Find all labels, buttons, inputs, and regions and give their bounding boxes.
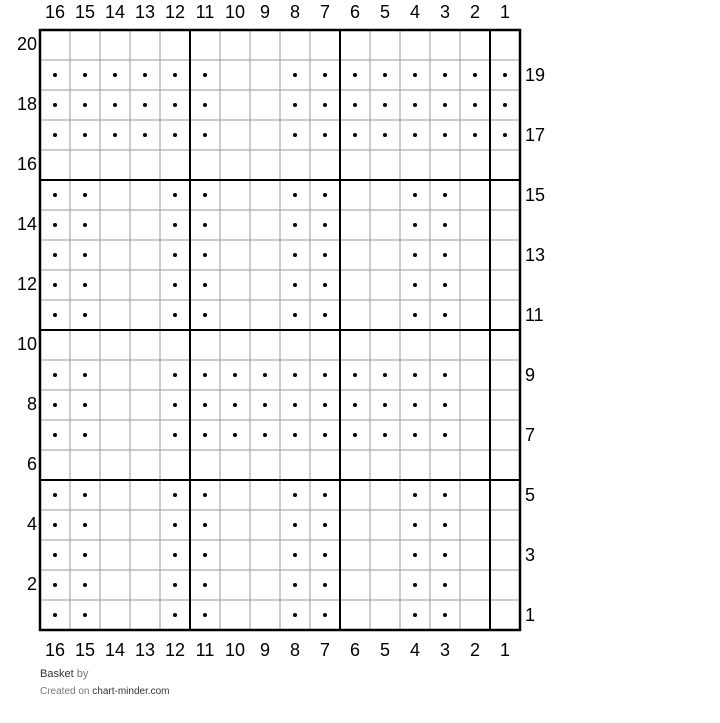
stitch-dot (53, 73, 57, 77)
credit-line (40, 686, 170, 697)
stitch-dot (293, 133, 297, 137)
column-label-top: 12 (164, 2, 186, 22)
pattern-title-line (40, 668, 88, 680)
stitch-dot (443, 433, 447, 437)
stitch-dot (83, 133, 87, 137)
stitch-dot (293, 283, 297, 287)
stitch-dot (443, 493, 447, 497)
column-label-top: 1 (499, 2, 511, 22)
column-label-bottom: 14 (104, 640, 126, 660)
stitch-dot (143, 103, 147, 107)
stitch-dot (203, 103, 207, 107)
stitch-dot (473, 133, 477, 137)
stitch-dot (83, 493, 87, 497)
stitch-dot (413, 583, 417, 587)
stitch-dot (173, 223, 177, 227)
stitch-dot (413, 613, 417, 617)
stitch-dot (293, 553, 297, 557)
stitch-dot (113, 73, 117, 77)
stitch-dot (443, 403, 447, 407)
stitch-dot (83, 253, 87, 257)
row-label-right: 5 (525, 485, 536, 505)
column-label-top: 13 (134, 2, 156, 22)
stitch-dot (413, 133, 417, 137)
stitch-dot (353, 373, 357, 377)
stitch-dot (233, 373, 237, 377)
row-label-left: 2 (26, 574, 37, 594)
stitch-dot (413, 253, 417, 257)
stitch-dot (443, 223, 447, 227)
row-label-right: 9 (525, 365, 536, 385)
column-label-bottom: 11 (195, 640, 215, 660)
column-label-top: 10 (224, 2, 246, 22)
row-label-right: 15 (525, 185, 546, 205)
row-label-right: 11 (525, 305, 544, 325)
stitch-dot (203, 403, 207, 407)
stitch-dot (203, 613, 207, 617)
pattern-title: Basket (40, 668, 74, 680)
stitch-dot (383, 73, 387, 77)
stitch-dot (83, 313, 87, 317)
column-label-bottom: 4 (409, 640, 421, 660)
stitch-dot (293, 223, 297, 227)
stitch-dot (143, 73, 147, 77)
row-label-left: 20 (16, 34, 37, 54)
stitch-dot (413, 493, 417, 497)
stitch-dot (203, 253, 207, 257)
stitch-dot (323, 553, 327, 557)
stitch-dot (353, 133, 357, 137)
stitch-dot (323, 493, 327, 497)
column-label-top: 4 (409, 2, 421, 22)
stitch-dot (53, 553, 57, 557)
column-label-bottom: 8 (289, 640, 301, 660)
row-label-left: 4 (26, 514, 37, 534)
column-label-bottom: 1 (499, 640, 511, 660)
stitch-dot (53, 523, 57, 527)
stitch-dot (203, 433, 207, 437)
stitch-dot (353, 73, 357, 77)
stitch-dot (83, 583, 87, 587)
stitch-dot (83, 613, 87, 617)
row-label-right: 3 (525, 545, 536, 565)
column-label-bottom: 9 (259, 640, 271, 660)
stitch-dot (473, 103, 477, 107)
column-label-top: 15 (74, 2, 96, 22)
stitch-dot (53, 493, 57, 497)
stitch-dot (203, 373, 207, 377)
column-label-bottom: 13 (134, 640, 156, 660)
stitch-dot (203, 523, 207, 527)
stitch-dot (233, 403, 237, 407)
stitch-dot (203, 193, 207, 197)
stitch-dot (413, 433, 417, 437)
stitch-dot (203, 493, 207, 497)
stitch-dot (53, 103, 57, 107)
column-label-top: 3 (439, 2, 451, 22)
column-label-bottom: 12 (164, 640, 186, 660)
stitch-dot (503, 73, 507, 77)
stitch-dot (443, 613, 447, 617)
stitch-dot (173, 583, 177, 587)
column-label-bottom: 16 (44, 640, 66, 660)
stitch-dot (293, 313, 297, 317)
stitch-dot (263, 433, 267, 437)
stitch-dot (173, 493, 177, 497)
column-label-bottom: 10 (224, 640, 246, 660)
stitch-dot (293, 373, 297, 377)
stitch-dot (83, 193, 87, 197)
stitch-dot (173, 73, 177, 77)
column-label-top: 16 (44, 2, 66, 22)
column-label-top: 11 (195, 2, 215, 22)
stitch-dot (173, 253, 177, 257)
stitch-dot (323, 583, 327, 587)
stitch-dot (233, 433, 237, 437)
stitch-dot (323, 433, 327, 437)
stitch-dot (203, 313, 207, 317)
stitch-dot (293, 193, 297, 197)
stitch-dot (353, 433, 357, 437)
stitch-dot (293, 103, 297, 107)
stitch-dot (113, 133, 117, 137)
stitch-dot (53, 253, 57, 257)
stitch-dot (203, 73, 207, 77)
stitch-dot (293, 253, 297, 257)
stitch-dot (323, 133, 327, 137)
stitch-dot (173, 523, 177, 527)
stitch-dot (83, 103, 87, 107)
column-label-bottom: 3 (439, 640, 451, 660)
stitch-dot (503, 133, 507, 137)
stitch-dot (353, 103, 357, 107)
stitch-dot (323, 373, 327, 377)
row-label-left: 6 (26, 454, 37, 474)
stitch-dot (83, 373, 87, 377)
stitch-dot (383, 133, 387, 137)
column-label-top: 9 (259, 2, 271, 22)
stitch-dot (323, 313, 327, 317)
stitch-dot (323, 253, 327, 257)
stitch-dot (413, 193, 417, 197)
row-label-right: 7 (525, 425, 536, 445)
stitch-dot (443, 253, 447, 257)
stitch-dot (173, 403, 177, 407)
row-label-right: 19 (525, 65, 546, 85)
stitch-dot (173, 283, 177, 287)
stitch-dot (203, 583, 207, 587)
stitch-dot (263, 373, 267, 377)
stitch-dot (53, 133, 57, 137)
stitch-dot (413, 313, 417, 317)
stitch-dot (353, 403, 357, 407)
stitch-dot (173, 103, 177, 107)
stitch-dot (323, 283, 327, 287)
column-label-bottom: 7 (319, 640, 331, 660)
stitch-dot (173, 313, 177, 317)
stitch-dot (383, 433, 387, 437)
stitch-dot (413, 103, 417, 107)
stitch-dot (323, 73, 327, 77)
stitch-dot (443, 73, 447, 77)
stitch-dot (203, 283, 207, 287)
stitch-dot (323, 193, 327, 197)
column-label-top: 5 (379, 2, 391, 22)
stitch-dot (413, 373, 417, 377)
row-label-right: 13 (525, 245, 546, 265)
row-label-right: 1 (525, 605, 536, 625)
column-label-top: 2 (469, 2, 481, 22)
stitch-dot (413, 223, 417, 227)
stitch-dot (293, 403, 297, 407)
stitch-dot (383, 103, 387, 107)
stitch-dot (53, 613, 57, 617)
stitch-dot (263, 403, 267, 407)
stitch-dot (53, 223, 57, 227)
stitch-dot (173, 193, 177, 197)
stitch-dot (443, 313, 447, 317)
stitch-dot (173, 433, 177, 437)
stitch-dot (323, 103, 327, 107)
stitch-dot (293, 583, 297, 587)
stitch-dot (443, 583, 447, 587)
stitch-dot (53, 283, 57, 287)
stitch-dot (443, 103, 447, 107)
stitch-dot (413, 283, 417, 287)
pattern-by-label: by (76, 668, 89, 680)
column-label-top: 7 (319, 2, 331, 22)
column-label-bottom: 15 (74, 640, 96, 660)
stitch-dot (503, 103, 507, 107)
stitch-dot (83, 223, 87, 227)
stitch-dot (293, 523, 297, 527)
stitch-dot (293, 73, 297, 77)
stitch-dot (83, 523, 87, 527)
stitch-dot (83, 433, 87, 437)
stitch-dot (383, 403, 387, 407)
row-label-left: 10 (16, 334, 37, 354)
stitch-dot (173, 613, 177, 617)
stitch-dot (293, 613, 297, 617)
row-label-left: 16 (16, 154, 37, 174)
column-label-top: 6 (349, 2, 361, 22)
stitch-dot (293, 433, 297, 437)
stitch-dot (83, 553, 87, 557)
stitch-dot (203, 133, 207, 137)
stitch-dot (113, 103, 117, 107)
stitch-dot (443, 373, 447, 377)
row-label-left: 12 (16, 274, 37, 294)
row-label-left: 18 (16, 94, 37, 114)
stitch-dot (173, 373, 177, 377)
stitch-dot (323, 403, 327, 407)
stitch-dot (83, 283, 87, 287)
stitch-dot (203, 553, 207, 557)
stitch-dot (53, 583, 57, 587)
stitch-dot (473, 73, 477, 77)
stitch-dot (443, 193, 447, 197)
stitch-dot (443, 283, 447, 287)
stitch-dot (53, 433, 57, 437)
stitch-dot (443, 553, 447, 557)
row-label-right: 17 (525, 125, 546, 145)
stitch-dot (443, 523, 447, 527)
site-link[interactable]: chart-minder.com (92, 686, 170, 697)
stitch-dot (383, 373, 387, 377)
stitch-dot (443, 133, 447, 137)
stitch-dot (83, 403, 87, 407)
stitch-dot (413, 403, 417, 407)
row-label-left: 8 (26, 394, 37, 414)
stitch-dot (323, 613, 327, 617)
stitch-dot (413, 523, 417, 527)
stitch-dot (413, 553, 417, 557)
stitch-dot (143, 133, 147, 137)
stitch-dot (173, 133, 177, 137)
stitch-dot (203, 223, 207, 227)
stitch-dot (323, 223, 327, 227)
column-label-top: 14 (104, 2, 126, 22)
column-label-bottom: 6 (349, 640, 361, 660)
stitch-dot (413, 73, 417, 77)
column-label-bottom: 2 (469, 640, 481, 660)
stitch-dot (53, 313, 57, 317)
created-on-label: Created on (40, 686, 90, 697)
stitch-dot (53, 403, 57, 407)
stitch-dot (293, 493, 297, 497)
stitch-dot (53, 193, 57, 197)
row-label-left: 14 (16, 214, 37, 234)
stitch-dot (173, 553, 177, 557)
column-label-bottom: 5 (379, 640, 391, 660)
stitch-dot (83, 73, 87, 77)
stitch-dot (53, 373, 57, 377)
stitch-dot (323, 523, 327, 527)
column-label-top: 8 (289, 2, 301, 22)
